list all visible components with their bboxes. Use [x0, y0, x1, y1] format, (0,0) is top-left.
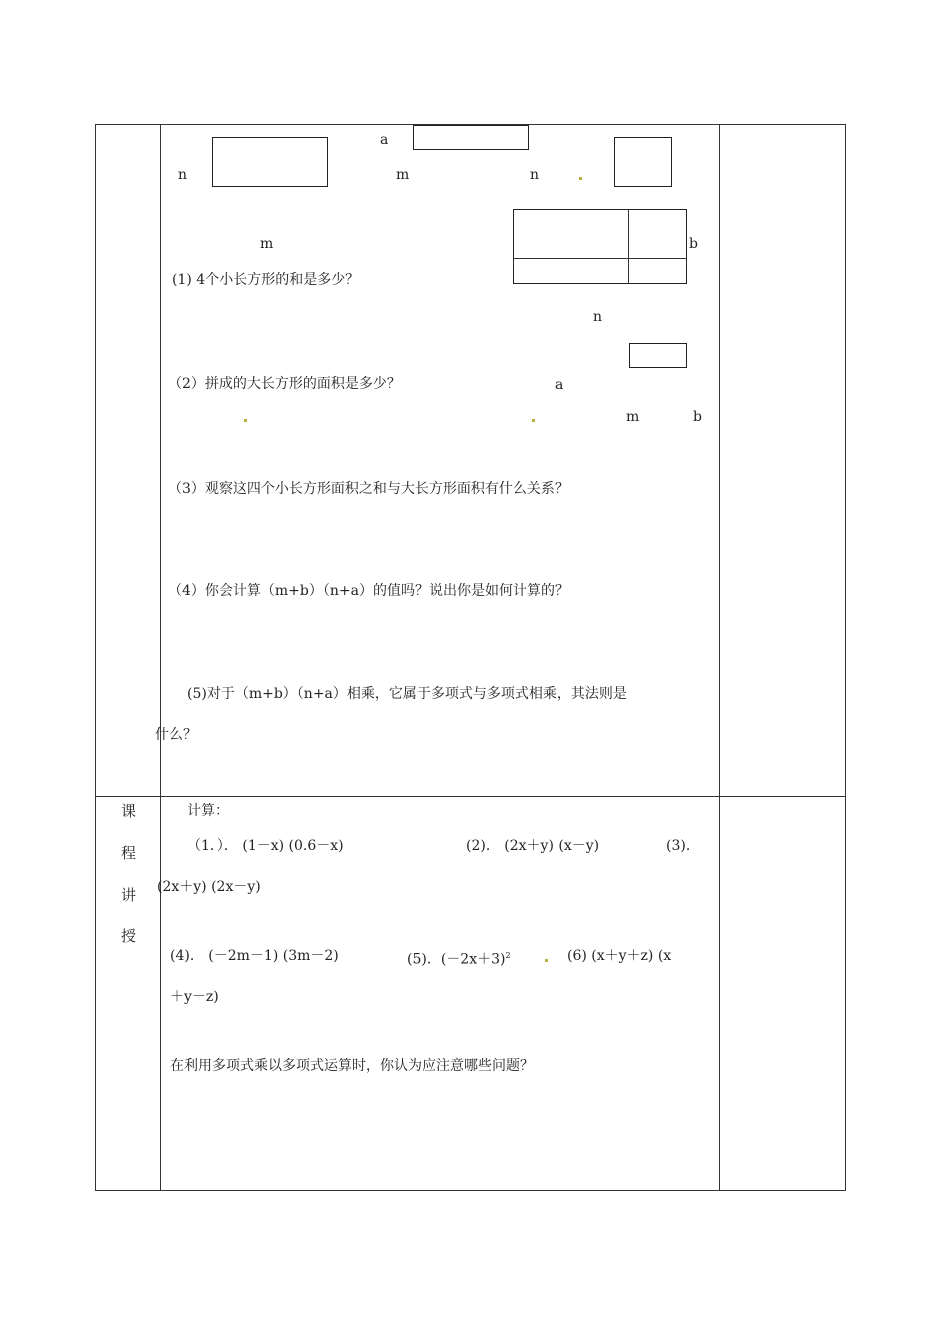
- table-bottom-border: [95, 1190, 846, 1191]
- rect-m-by-n: [212, 137, 328, 187]
- label-n: n: [530, 167, 540, 183]
- question-1: (1) 4个小长方形的和是多少？: [172, 272, 360, 288]
- problem-4: (4)． (－2m－1) (3m－2): [170, 948, 339, 964]
- side-char-ke: 课: [121, 802, 137, 820]
- problem-2: (2)． (2x＋y) (x－y): [466, 838, 600, 854]
- speck-mark: [545, 959, 548, 962]
- problem-3-start: (3)．: [666, 838, 700, 854]
- speck-mark: [579, 177, 582, 180]
- big-rectangle: [513, 209, 687, 284]
- table-right-border: [845, 124, 846, 1191]
- label-a: a: [555, 377, 564, 393]
- question-5-line-1: (5)对于（m+b）（n+a）相乘，它属于多项式与多项式相乘，其法则是: [187, 686, 627, 702]
- table-row-divider: [95, 796, 846, 797]
- table-col-divider-2: [719, 124, 720, 1191]
- label-n: n: [178, 167, 188, 183]
- label-a: a: [380, 132, 389, 148]
- table-left-border: [95, 124, 96, 1191]
- big-rect-horizontal-divider: [513, 258, 687, 259]
- problem-6-continued: ＋y－z): [170, 989, 219, 1005]
- label-n: n: [593, 309, 603, 325]
- compute-title: 计算：: [187, 803, 229, 819]
- problem-6-start: (6) (x＋y＋z) (x: [567, 948, 672, 964]
- question-4: （4）你会计算（m+b）（n+a）的值吗？说出你是如何计算的？: [168, 583, 569, 599]
- attention-question: 在利用多项式乘以多项式运算时，你认为应注意哪些问题？: [170, 1058, 534, 1074]
- speck-mark: [244, 419, 247, 422]
- label-b: b: [689, 236, 698, 252]
- table-col-divider-1: [160, 124, 161, 1191]
- big-rect-vertical-divider: [628, 209, 629, 284]
- question-2: （2）拼成的大长方形的面积是多少？: [168, 376, 401, 392]
- rect-b-by-n: [614, 137, 672, 187]
- speck-mark: [532, 419, 535, 422]
- label-b: b: [693, 409, 702, 425]
- problem-5: [407, 947, 511, 969]
- label-m: m: [396, 167, 410, 183]
- problem-1: （1．）． (1－x) (0.6－x): [187, 838, 344, 854]
- problem-5-exponent: 2: [505, 951, 511, 960]
- label-m: m: [626, 409, 640, 425]
- question-5-line-2: 什么？: [155, 727, 197, 743]
- side-char-jiang: 讲: [121, 886, 137, 904]
- rect-m-by-a: [413, 125, 529, 150]
- rect-b-by-a: [629, 343, 687, 368]
- question-3: （3）观察这四个小长方形面积之和与大长方形面积有什么关系？: [168, 481, 569, 497]
- problem-3-continued: (2x＋y) (2x－y): [157, 879, 261, 895]
- side-char-shou: 授: [121, 927, 137, 945]
- label-m: m: [260, 236, 274, 252]
- problem-5-base: (5)．(－2x＋3): [407, 951, 506, 968]
- side-char-cheng: 程: [121, 844, 137, 862]
